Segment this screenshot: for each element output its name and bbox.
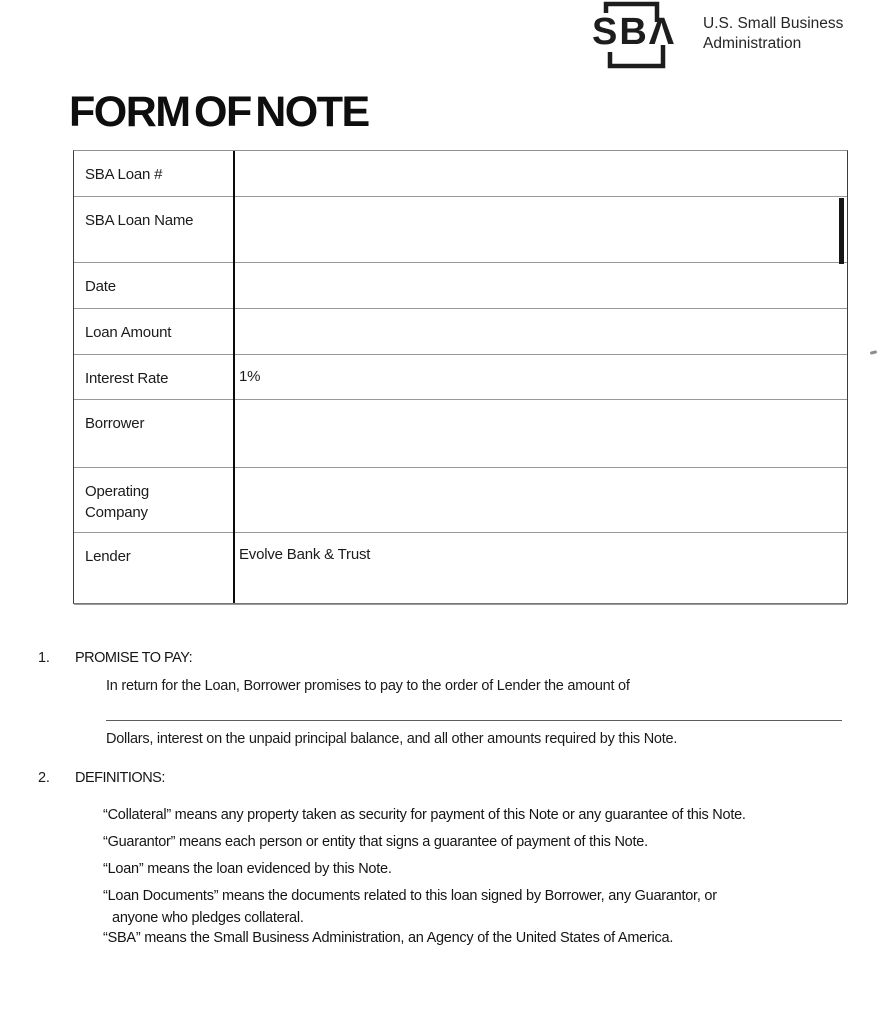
definition-line-guarantor: “Guarantor” means each person or entity that signs a guarantee of payment of this Note.	[103, 834, 648, 850]
org-name	[703, 14, 843, 54]
row-value-field[interactable]: Evolve Bank & Trust	[239, 546, 371, 563]
row-label: Operating Company	[85, 483, 150, 521]
loan-name-row-thick-border	[839, 198, 844, 264]
table-row-date	[74, 263, 847, 309]
section-1-number: 1.	[38, 650, 50, 666]
row-label: SBA Loan #	[85, 166, 163, 183]
section-2-heading: DEFINITIONS:	[75, 770, 165, 786]
table-row-lender	[74, 533, 847, 605]
page-title: FORM OF NOTE	[69, 88, 369, 136]
row-value-field[interactable]: 1%	[239, 368, 261, 385]
table-column-divider	[233, 151, 235, 603]
definition-line-sba: “SBA” means the Small Business Administration, an Agency of the United States of America.	[103, 930, 674, 946]
row-value-field[interactable]	[239, 164, 841, 196]
table-row-sba-loan-name	[74, 197, 847, 263]
row-label: Loan Amount	[85, 324, 172, 341]
org-name-line1: U.S. Small Business	[703, 15, 844, 32]
promise-paragraph-line1: In return for the Loan, Borrower promises to pay to the order of Lender the amount of	[106, 678, 630, 694]
definition-line-loan-documents: “Loan Documents” means the documents related to this loan signed by Borrower, any Guarantor, or	[103, 888, 717, 904]
table-row-borrower	[74, 400, 847, 468]
table-row-loan-amount	[74, 309, 847, 355]
section-2-number: 2.	[38, 770, 50, 786]
sba-logo-acronym: SBΛ	[592, 11, 677, 53]
stray-mark	[870, 350, 878, 355]
row-value-field[interactable]	[239, 276, 841, 308]
loan-info-table	[73, 150, 848, 604]
row-value-field[interactable]	[239, 413, 841, 467]
amount-blank-field[interactable]	[106, 720, 842, 721]
definition-line-loan: “Loan” means the loan evidenced by this Note.	[103, 861, 392, 877]
row-label: Date	[85, 278, 116, 295]
row-label: Interest Rate	[85, 370, 169, 387]
row-label: SBA Loan Name	[85, 212, 194, 229]
table-row-interest-rate	[74, 355, 847, 400]
table-row-operating-company	[74, 468, 847, 533]
definition-line-collateral: “Collateral” means any property taken as security for payment of this Note or any guarantee of this Note.	[103, 807, 746, 823]
row-value-field[interactable]	[239, 322, 841, 354]
table-row-sba-loan-number	[74, 151, 847, 197]
promise-paragraph-line2: Dollars, interest on the unpaid principal balance, and all other amounts required by this Note.	[106, 731, 678, 747]
row-label: Borrower	[85, 415, 145, 432]
definition-line-loan-documents-cont: anyone who pledges collateral.	[112, 910, 304, 926]
row-value-field[interactable]	[239, 481, 841, 532]
section-1-heading: PROMISE TO PAY:	[75, 650, 193, 666]
row-value-field[interactable]	[239, 210, 841, 262]
row-label: Lender	[85, 548, 131, 565]
org-name-line2: Administration	[703, 35, 802, 52]
